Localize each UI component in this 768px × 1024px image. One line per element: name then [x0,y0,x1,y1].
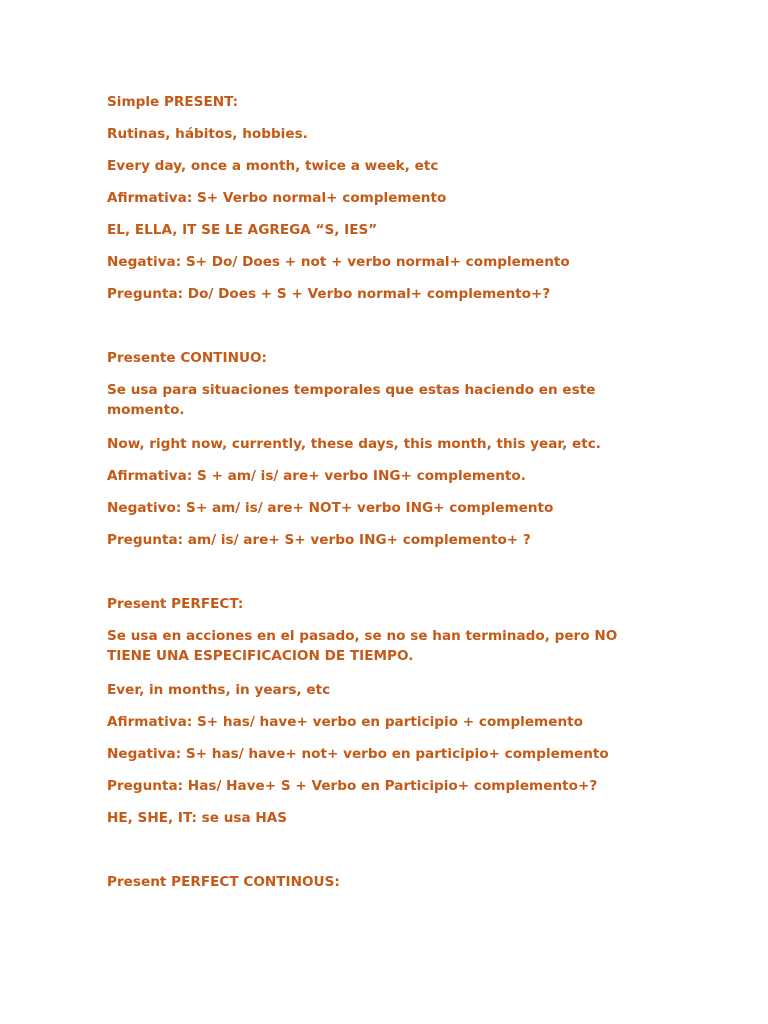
text-line: EL, ELLA, IT SE LE AGREGA “S, IES” [107,222,378,238]
text-line: Afirmativa: S+ Verbo normal+ complemento [107,190,447,206]
text-line: Pregunta: Has/ Have+ S + Verbo en Participio+ complemento+? [107,778,598,794]
text-line: Afirmativa: S + am/ is/ are+ verbo ING+ complemento. [107,468,526,484]
text-line: Se usa para situaciones temporales que estas haciendo en este momento. [107,382,596,418]
text-line: Now, right now, currently, these days, this month, this year, etc. [107,436,601,452]
text-line: Negativa: S+ Do/ Does + not + verbo normal+ complemento [107,254,570,270]
section-heading-presente-continuo: Presente CONTINUO: [107,350,267,366]
text-line: Every day, once a month, twice a week, etc [107,158,439,174]
text-line: Afirmativa: S+ has/ have+ verbo en participio + complemento [107,714,583,730]
section-heading-present-perfect-continous: Present PERFECT CONTINOUS: [107,874,340,890]
text-line: Negativa: S+ has/ have+ not+ verbo en participio+ complemento [107,746,609,762]
text-line: Ever, in months, in years, etc [107,682,331,698]
text-line: Pregunta: am/ is/ are+ S+ verbo ING+ complemento+ ? [107,532,531,548]
section-heading-simple-present: Simple PRESENT: [107,94,239,110]
text-line: Pregunta: Do/ Does + S + Verbo normal+ complemento+? [107,286,551,302]
text-line: HE, SHE, IT: se usa HAS [107,810,288,826]
text-line: Rutinas, hábitos, hobbies. [107,126,308,142]
text-line: Se usa en acciones en el pasado, se no se han terminado, pero NO TIENE UNA ESPECIFICACION DE TIEMPO. [107,628,618,664]
section-heading-present-perfect: Present PERFECT: [107,596,244,612]
text-line: Negativo: S+ am/ is/ are+ NOT+ verbo ING+ complemento [107,500,554,516]
